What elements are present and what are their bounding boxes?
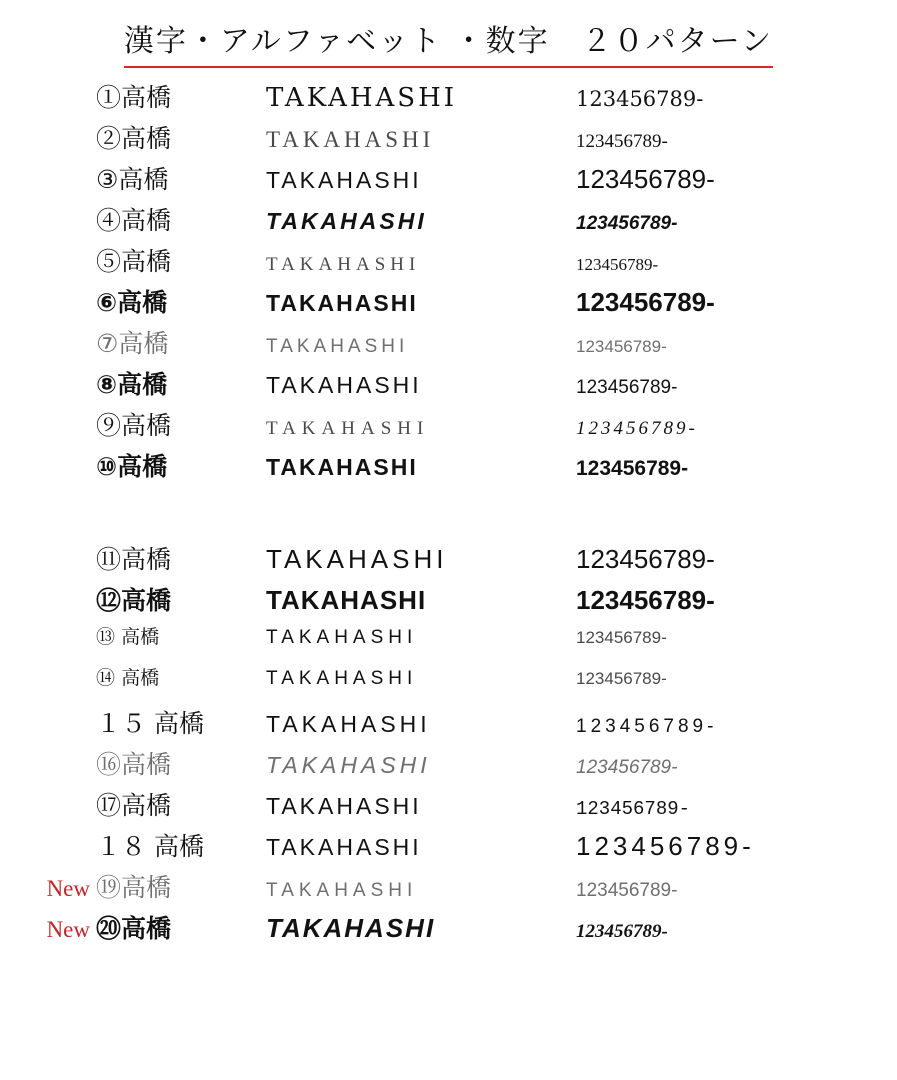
alphabet-sample: TAKAHASHI	[266, 913, 436, 943]
number-sample: 123456789-	[576, 831, 755, 861]
alphabet-sample: TAKAHASHI	[266, 290, 418, 316]
kanji-sample	[96, 827, 266, 863]
number-sample: 123456789-	[576, 628, 667, 647]
pattern-row[interactable]	[0, 909, 897, 950]
alphabet-sample: TAKAHASHI	[266, 372, 422, 398]
pattern-index: １８	[96, 832, 147, 861]
number-sample: 123456789-	[576, 213, 678, 234]
pattern-row[interactable]	[0, 868, 897, 909]
pattern-row[interactable]	[0, 447, 897, 488]
pattern-row[interactable]	[0, 324, 897, 365]
kanji-sample	[96, 365, 266, 401]
kanji-text: 高橋	[117, 452, 168, 481]
number-sample: 123456789-	[576, 585, 715, 615]
pattern-index: ⑲	[96, 873, 122, 902]
pattern-index: ⑫	[96, 586, 122, 615]
pattern-index: ⑨	[96, 411, 122, 440]
kanji-sample	[96, 447, 266, 483]
number-sample: 123456789-	[576, 921, 668, 942]
pattern-index: ⑪	[96, 545, 122, 574]
pattern-row[interactable]	[0, 365, 897, 406]
new-badge: New	[46, 917, 90, 942]
kanji-sample	[96, 581, 266, 617]
pattern-row[interactable]	[0, 283, 897, 324]
kanji-sample	[96, 283, 266, 319]
kanji-sample	[96, 909, 266, 945]
pattern-row[interactable]	[0, 119, 897, 160]
alphabet-sample: TAKAHASHI	[266, 208, 427, 234]
pattern-index: １５	[96, 709, 147, 738]
kanji-sample	[96, 868, 266, 904]
kanji-text: 高橋	[121, 411, 172, 440]
number-sample: 123456789-	[576, 880, 678, 901]
kanji-text: 高橋	[121, 545, 172, 574]
kanji-sample	[96, 540, 266, 576]
number-sample: 123456789-	[576, 255, 659, 274]
kanji-text: 高橋	[121, 667, 160, 689]
kanji-text: 高橋	[121, 914, 172, 943]
number-sample: 123456789-	[576, 798, 691, 820]
kanji-sample	[96, 119, 266, 155]
alphabet-sample: TAKAHASHI	[266, 544, 448, 574]
kanji-sample	[96, 622, 266, 649]
pattern-row[interactable]	[0, 581, 897, 622]
number-sample: 123456789-	[576, 457, 689, 480]
pattern-index: ⑤	[96, 247, 122, 276]
kanji-sample	[96, 242, 266, 278]
number-sample: 123456789-	[576, 131, 668, 152]
number-sample: 123456789-	[576, 757, 678, 778]
kanji-text: 高橋	[117, 370, 168, 399]
kanji-text: 高橋	[121, 626, 160, 648]
alphabet-sample: TAKAHASHI	[266, 880, 418, 901]
pattern-index: ⑭	[96, 667, 116, 689]
alphabet-sample: TAKAHASHI	[266, 668, 418, 689]
pattern-row[interactable]	[0, 540, 897, 581]
kanji-sample	[96, 406, 266, 442]
alphabet-sample: TAKAHASHI	[266, 254, 421, 275]
number-sample: 123456789-	[576, 544, 715, 574]
kanji-sample	[96, 786, 266, 822]
pattern-index: ⑩	[96, 452, 118, 481]
kanji-text: 高橋	[121, 247, 172, 276]
pattern-index: ⑳	[96, 914, 122, 943]
alphabet-sample: TAKAHASHI	[266, 711, 431, 737]
kanji-text: 高橋	[121, 206, 172, 235]
pattern-row[interactable]	[0, 242, 897, 283]
pattern-index: ⑧	[96, 370, 118, 399]
kanji-sample	[96, 663, 266, 690]
pattern-row[interactable]	[0, 406, 897, 447]
page-title: 漢字・アルファベット ・数字 ２０パターン	[124, 16, 773, 68]
kanji-sample	[96, 324, 266, 360]
number-sample: 123456789-	[576, 716, 718, 737]
pattern-index: ⑥	[96, 288, 118, 317]
alphabet-sample: TAKAHASHI	[266, 585, 427, 615]
kanji-text: 高橋	[118, 165, 169, 194]
kanji-text: 高橋	[153, 832, 204, 861]
new-badge: New	[46, 876, 90, 901]
pattern-index: ⑬	[96, 626, 116, 648]
alphabet-sample: TAKAHASHI	[266, 336, 409, 357]
number-sample: 123456789-	[576, 337, 667, 356]
pattern-row[interactable]	[0, 827, 897, 868]
pattern-index: ④	[96, 206, 122, 235]
page-title-wrap	[0, 16, 897, 68]
pattern-index: ③	[96, 165, 119, 194]
alphabet-sample: TAKAHASHI	[266, 418, 430, 439]
pattern-row[interactable]	[0, 745, 897, 786]
number-sample: 123456789-	[576, 669, 667, 688]
kanji-sample	[96, 201, 266, 237]
kanji-sample	[96, 160, 266, 196]
pattern-index: ②	[96, 124, 122, 153]
number-sample: 123456789-	[576, 377, 678, 398]
kanji-text: 高橋	[117, 288, 168, 317]
kanji-text: 高橋	[121, 791, 172, 820]
alphabet-sample: TAKAHASHI	[266, 834, 422, 860]
pattern-index: ⑦	[96, 329, 119, 358]
kanji-sample	[96, 704, 266, 740]
pattern-index: ①	[96, 83, 122, 112]
section-gap	[0, 488, 897, 540]
pattern-row[interactable]	[0, 786, 897, 827]
alphabet-sample: TAKAHASHI	[266, 83, 458, 113]
kanji-text: 高橋	[121, 873, 172, 902]
pattern-list	[0, 78, 897, 950]
alphabet-sample: TAKAHASHI	[266, 627, 418, 648]
alphabet-sample: TAKAHASHI	[266, 454, 418, 480]
alphabet-sample: TAKAHASHI	[266, 752, 431, 778]
kanji-text: 高橋	[153, 709, 204, 738]
number-sample: 123456789-	[576, 418, 698, 439]
pattern-index: ⑰	[96, 791, 122, 820]
alphabet-sample: TAKAHASHI	[266, 167, 422, 193]
pattern-row[interactable]	[0, 201, 897, 242]
kanji-text: 高橋	[118, 329, 169, 358]
number-sample: 123456789-	[576, 287, 715, 317]
number-sample: 123456789-	[576, 87, 704, 111]
kanji-text: 高橋	[121, 83, 172, 112]
pattern-row[interactable]	[0, 704, 897, 745]
kanji-sample	[96, 745, 266, 781]
alphabet-sample: TAKAHASHI	[266, 127, 435, 152]
kanji-text: 高橋	[121, 586, 172, 615]
pattern-row[interactable]	[0, 663, 897, 704]
pattern-index: ⑯	[96, 750, 122, 779]
alphabet-sample: TAKAHASHI	[266, 793, 422, 819]
number-sample: 123456789-	[576, 164, 715, 194]
pattern-row[interactable]	[0, 78, 897, 119]
kanji-sample	[96, 78, 266, 114]
kanji-text: 高橋	[121, 124, 172, 153]
pattern-row[interactable]	[0, 160, 897, 201]
pattern-row[interactable]	[0, 622, 897, 663]
kanji-text: 高橋	[121, 750, 172, 779]
